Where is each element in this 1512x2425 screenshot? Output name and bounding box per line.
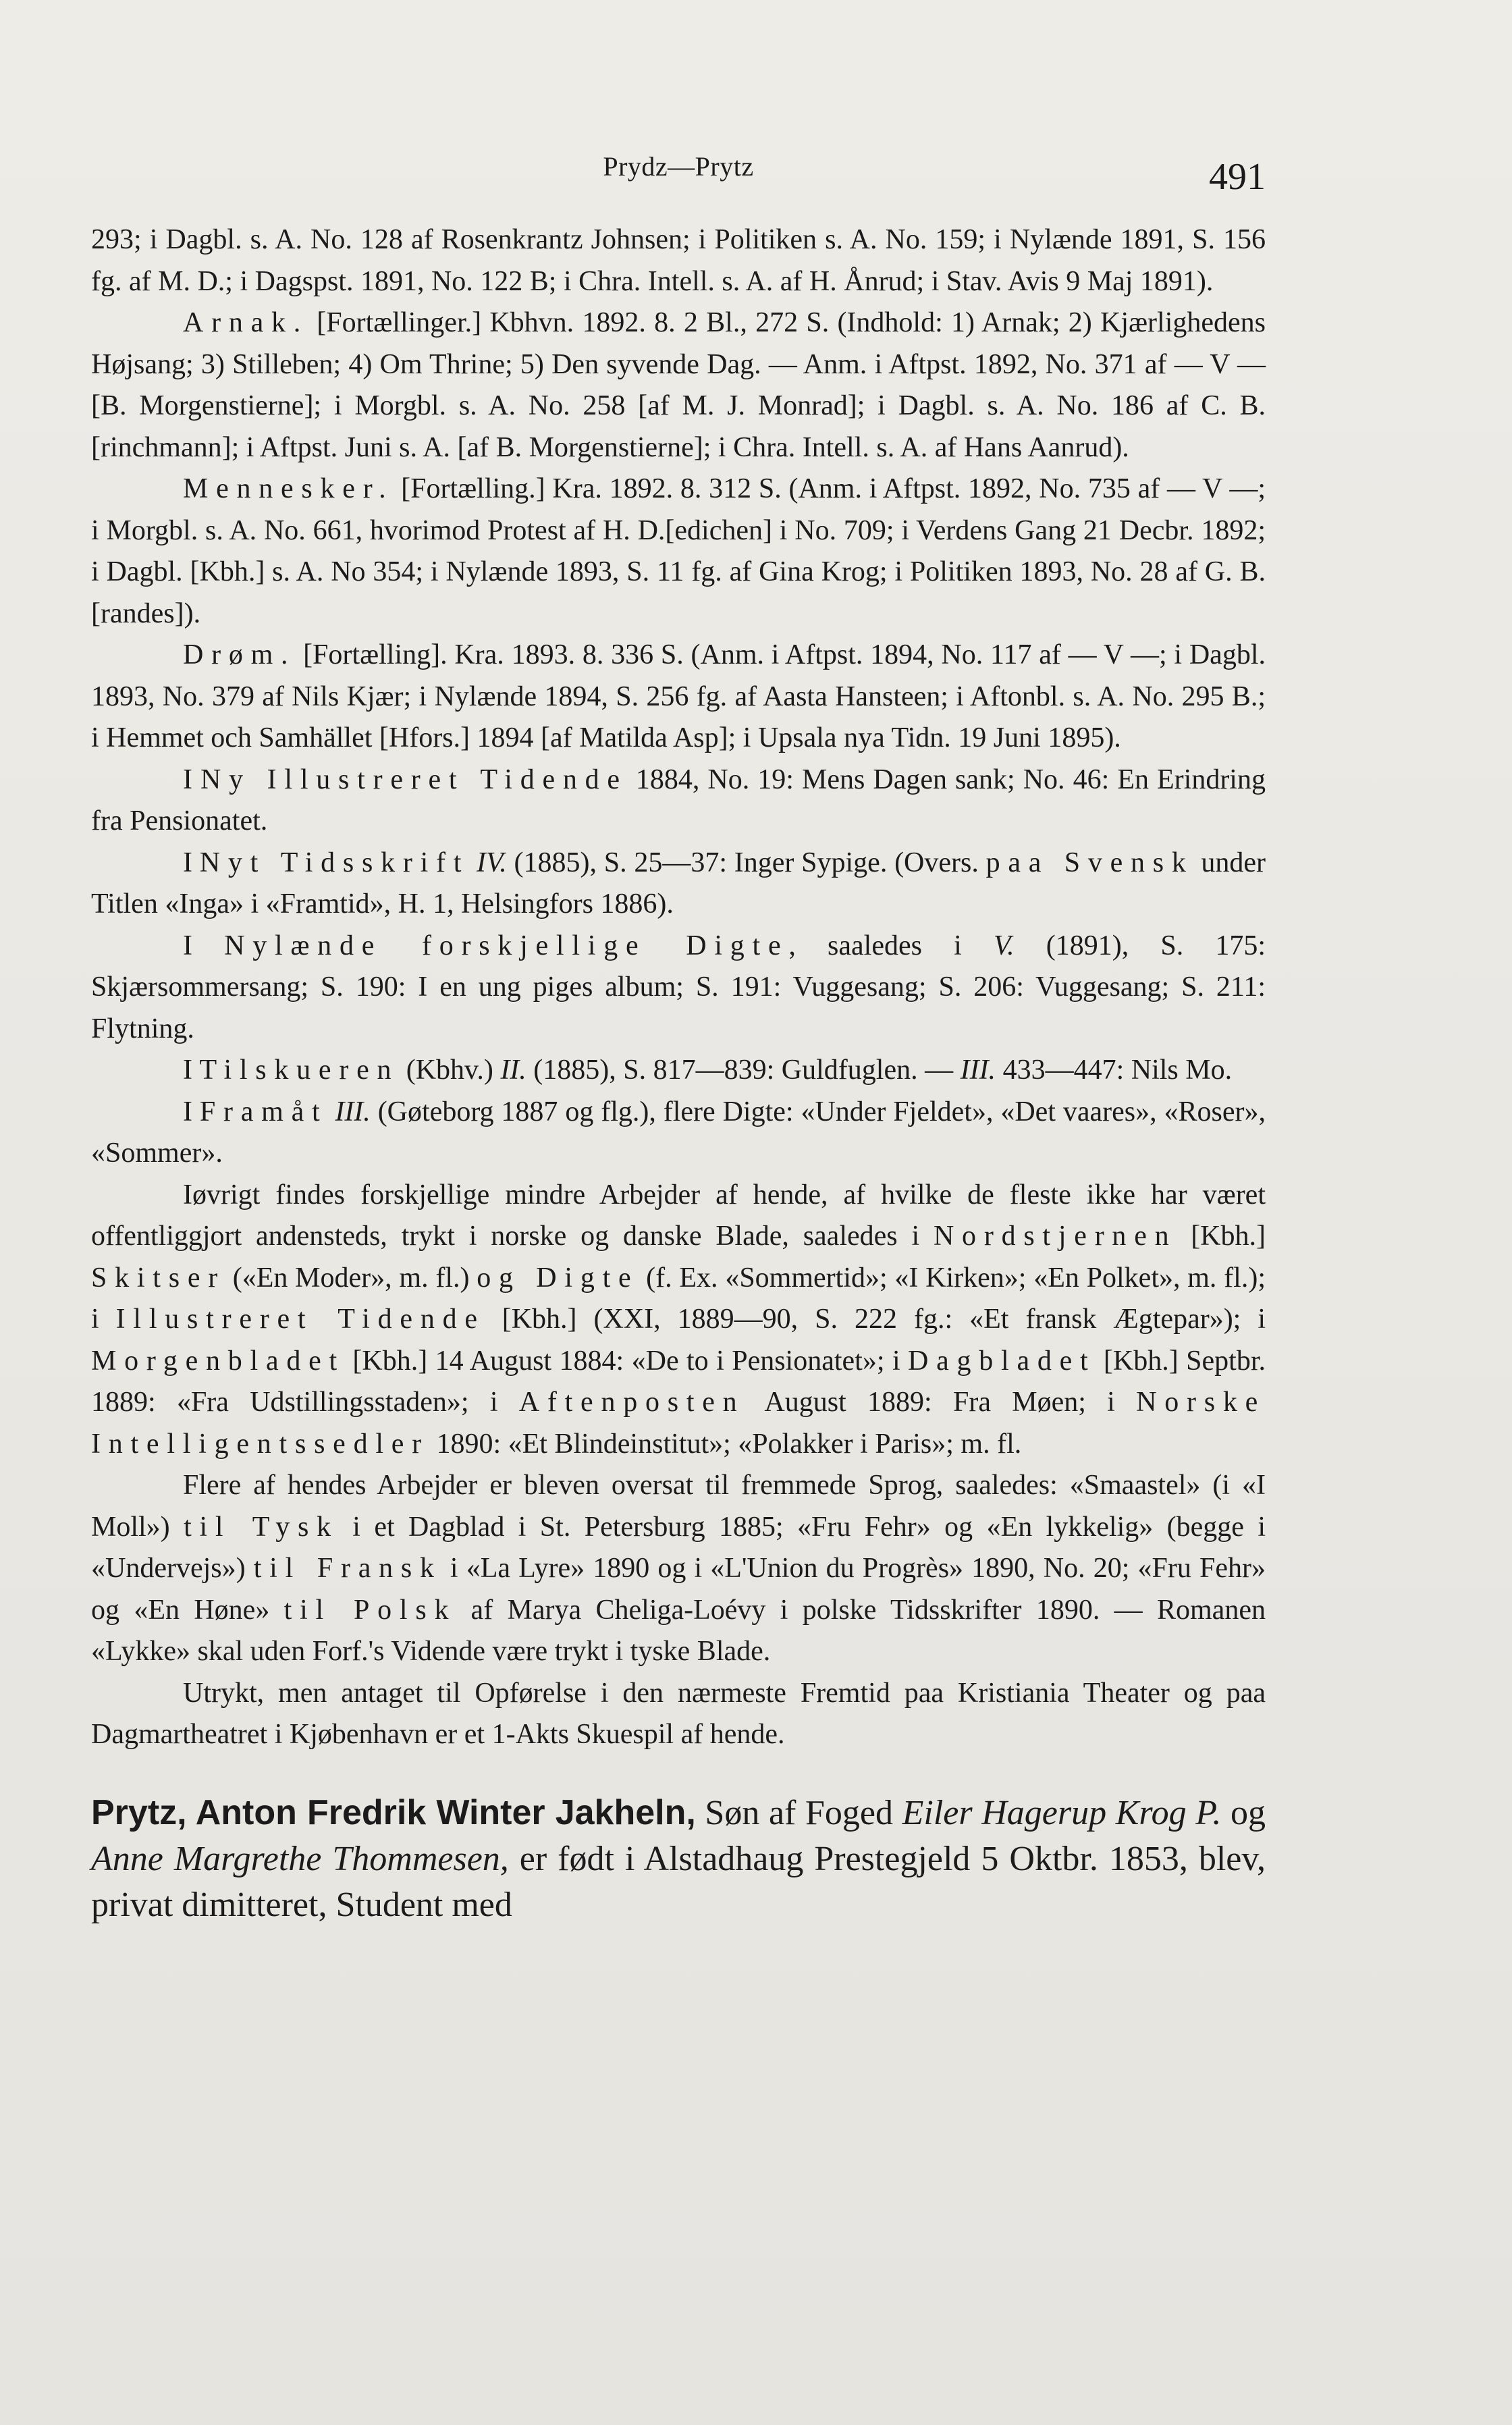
periodical-title: Nylænde forskjellige Digte	[224, 930, 789, 961]
paragraph-unprinted-play: Utrykt, men antaget til Opførelse i den nærmeste Fremtid paa Kristiania Theater og paa Dagmartheatret i Kjøbenhavn er et 1-Akts Skuespil af hende.	[91, 1677, 1266, 1750]
spaced-text: til Polsk	[284, 1594, 457, 1626]
work-title-mennesker: Mennesker.	[183, 473, 394, 504]
paragraph-text: Flere af hendes Arbejder er bleven oversat til fremmede Sprog, saaledes: «Smaastel» (i «I Moll»)	[91, 1470, 1266, 1543]
paragraph-text: (f. Ex. «Sommertid»; «I Kirken»; «En Polket», m. fl.); i	[91, 1262, 1266, 1335]
paragraph-text: 1884, No. 19: Mens Dagen sank; No. 46: En Erindring fra Pensionatet.	[91, 764, 1266, 836]
periodical-title: Nordstjernen	[933, 1221, 1177, 1252]
work-title-drom: Drøm.	[183, 639, 296, 670]
paragraph-text: [Fortællinger.] Kbhvn. 1892. 8. 2 Bl., 272 S. (Indhold: 1) Arnak; 2) Kjærlighedens Højsang; 3) Stilleben; 4) Om Thrine; 5) Den syvende Dag. — Anm. i Aftpst. 1892, No. 371 af — V — [B. Morgenstierne]; i Morgbl. s. A. No. 258 [af M. J. Monrad]; i Dagbl. s. A. No. 186 af C. B.[rinchmann]; i Aftpst. Juni s. A. [af B. Morgenstierne]; i Chra. Intell. s. A. af Hans Aanrud).	[91, 307, 1266, 463]
paragraph-arnak	[91, 302, 1266, 469]
paragraph-text: 1890: «Et Blindeinstitut»; «Polakker i Paris»; m. fl.	[429, 1428, 1022, 1460]
paragraph-text: er født i Alstadhaug Prestegjeld 5 Oktbr. 1853, blev, privat dimitteret, Student med	[91, 1839, 1266, 1924]
paragraph-text: , saaledes i	[788, 930, 994, 961]
paragraph-text: I	[183, 1096, 200, 1127]
paragraph-tilskueren	[91, 1050, 1266, 1092]
biography-entry-prytz	[91, 1790, 1266, 1928]
periodical-title: Norske Intelligentssedler	[91, 1387, 1266, 1460]
page-body	[91, 219, 1266, 1928]
paragraph-text: og	[1221, 1793, 1266, 1832]
volume-number: IV.	[477, 847, 507, 878]
paragraph-text: (Gøteborg 1887 og flg.), flere Digte: «Under Fjeldet», «Det vaares», «Roser», «Sommer».	[91, 1096, 1266, 1169]
paragraph-text: [Kbh.] (XXI, 1889—90, S. 222 fg.: «Et fransk Ægtepar»); i	[485, 1304, 1266, 1335]
periodical-title: Dagbladet	[908, 1345, 1096, 1377]
page-number: 491	[1209, 156, 1266, 198]
page-header	[91, 138, 1266, 199]
volume-number: III.	[335, 1096, 371, 1127]
paragraph-text: [Kbh.] Septbr. 1889: «Fra Udstillingsstaden»; i	[91, 1345, 1266, 1418]
paragraph-text: (Kbhv.)	[399, 1055, 501, 1086]
paragraph-text: Iøvrigt findes forskjellige mindre Arbejder af hende, af hvilke de fleste ikke har været offentliggjort andensteds, trykt i norske og danske Blade, saaledes i	[91, 1179, 1266, 1252]
paragraph-ny-illustreret-tidende	[91, 760, 1266, 843]
father-name: Eiler Hagerup Krog P.	[902, 1793, 1222, 1832]
volume-number: II.	[500, 1055, 526, 1086]
periodical-title: Skitser	[91, 1262, 225, 1294]
paragraph-framat	[91, 1092, 1266, 1175]
periodical-title: Morgenbladet	[91, 1345, 345, 1377]
paragraph-mennesker	[91, 469, 1266, 635]
periodical-title: og Digte	[477, 1262, 639, 1294]
paragraph-nylaende	[91, 926, 1266, 1050]
paragraph-text: Søn af Foged	[695, 1793, 902, 1832]
periodical-title: Framåt	[199, 1096, 328, 1127]
paragraph-text: (1885), S. 817—839: Guldfuglen. —	[526, 1055, 961, 1086]
paragraph-text: i «La Lyre» 1890 og i «L'Union du Progrès» 1890, No. 20; «Fru Fehr» og «En Høne»	[91, 1553, 1266, 1626]
periodical-title: Ny Illustreret Tidende	[200, 764, 628, 795]
entry-name: Prytz, Anton Fredrik Winter Jakheln,	[91, 1792, 696, 1832]
paragraph-translations	[91, 1465, 1266, 1673]
spaced-text: til Fransk	[253, 1553, 442, 1584]
paragraph-nyt-tidsskrift	[91, 843, 1266, 926]
paragraph-text: (1891), S. 175: Skjærsommersang; S. 190: I en ung piges album; S. 191: Vuggesang; S. 206: Vuggesang; S. 211: Flytning.	[91, 930, 1266, 1044]
paragraph-text: i et Dagblad i St. Petersburg 1885; «Fru Fehr» og «En lykkelig» (begge i «Undervejs»)	[91, 1511, 1266, 1584]
paragraph-text: (1885), S. 25—37: Inger Sypige. (Overs.	[506, 847, 986, 878]
paragraph-text: I	[183, 764, 201, 795]
spaced-text: paa Svensk	[986, 847, 1194, 878]
paragraph-text: August 1889: Fra Møen; i	[745, 1387, 1137, 1418]
paragraph-text: [Kbh.]	[1177, 1221, 1266, 1252]
paragraph-text: [Fortælling]. Kra. 1893. 8. 336 S. (Anm. i Aftpst. 1894, No. 117 af — V —; i Dagbl. 1893, No. 379 af Nils Kjær; i Nylænde 1894, S. 256 fg. af Aasta Hansteen; i Aftonbl. s. A. No. 295 B.; i Hemmet och Samhället [Hfors.] 1894 [af Matilda Asp]; i Upsala nya Tidn. 19 Juni 1895).	[91, 639, 1266, 753]
volume-number: III.	[960, 1055, 996, 1086]
running-head: Prydz—Prytz	[603, 151, 754, 182]
paragraph-other-works	[91, 1175, 1266, 1466]
paragraph-text: («En Moder», m. fl.)	[225, 1262, 477, 1294]
periodical-title: Illustreret Tidende	[115, 1304, 485, 1335]
mother-name: Anne Margrethe Thommesen,	[91, 1839, 509, 1878]
periodical-title: Aftenposten	[518, 1387, 745, 1418]
paragraph-citations-continued: 293; i Dagbl. s. A. No. 128 af Rosenkrantz Johnsen; i Politiken s. A. No. 159; i Nylænde 1891, S. 156 fg. af M. D.; i Dagspst. 1891, No. 122 B; i Chra. Intell. s. A. af H. Ånrud; i Stav. Avis 9 Maj 1891).	[91, 224, 1266, 297]
periodical-title: Tilskueren	[199, 1055, 400, 1086]
volume-number: V.	[993, 930, 1015, 961]
paragraph-drom	[91, 635, 1266, 760]
paragraph-text: I	[183, 1055, 200, 1086]
paragraph-text: [Kbh.] 14 August 1884: «De to i Pensionatet»; i	[344, 1345, 909, 1377]
periodical-title: Nyt Tidsskrift	[199, 847, 470, 878]
paragraph-text: under Titlen «Inga» i «Framtid», H. 1, Helsingfors 1886).	[91, 847, 1266, 920]
paragraph-text: [Fortælling.] Kra. 1892. 8. 312 S. (Anm. i Aftpst. 1892, No. 735 af — V —; i Morgbl. s. A. No. 661, hvorimod Protest af H. D.[edichen] i No. 709; i Verdens Gang 21 Decbr. 1892; i Dagbl. [Kbh.] s. A. No 354; i Nylænde 1893, S. 11 fg. af Gina Krog; i Politiken 1893, No. 28 af G. B.[randes]).	[91, 473, 1266, 629]
paragraph-text: af Marya Cheliga-Loévy i polske Tidsskrifter 1890. — Romanen «Lykke» skal uden Forf.'s Vidende være trykt i tyske Blade.	[91, 1594, 1266, 1667]
paragraph-text: I	[183, 930, 225, 961]
work-title-arnak: Arnak.	[183, 307, 309, 338]
paragraph-text: I	[183, 847, 200, 878]
spaced-text: til Tysk	[184, 1511, 339, 1543]
paragraph-text: 433—447: Nils Mo.	[996, 1055, 1233, 1086]
